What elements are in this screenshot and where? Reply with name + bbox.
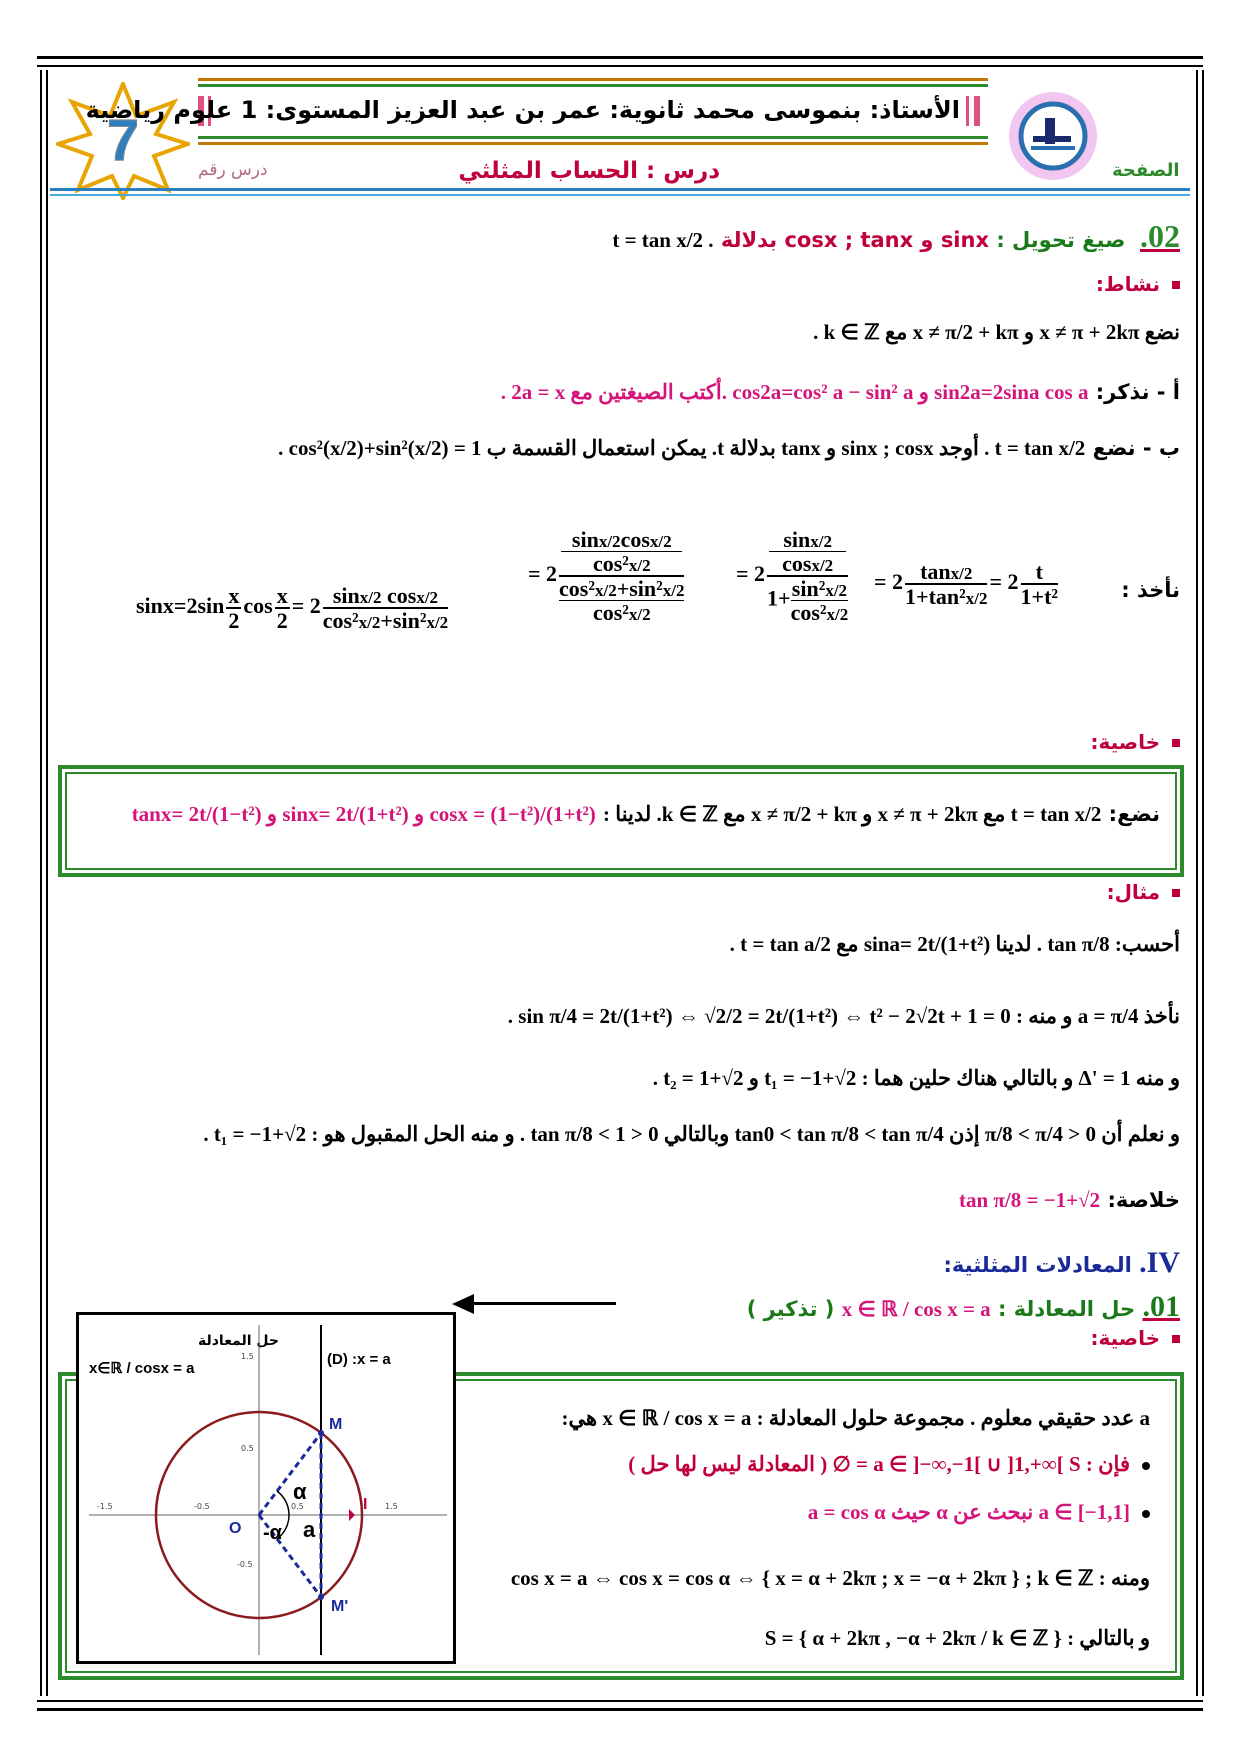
label-m2: M' [331,1598,349,1615]
circle-diagram [79,1315,453,1661]
point-m [318,1430,324,1436]
lesson-label: درس رقم [198,160,268,180]
s4-sub-heading [747,1290,1180,1324]
bullet-icon [1142,1462,1150,1470]
s02-take-label: نأخذ : [1121,578,1180,602]
tick-x-4: 1.5 [385,1502,398,1511]
figure-line-label: (D) :x = a [327,1351,391,1368]
conclusion-value: tan π/8 = −1+√2 [958,1188,1101,1212]
bullet-icon [1172,889,1180,897]
label-o: O [229,1520,242,1537]
arrow-left-icon [452,1294,474,1314]
s4-sub-number: 01. [1142,1290,1180,1323]
segment-om [259,1433,321,1515]
figure-caption-2: x∈ℝ / cosx = a [89,1360,195,1377]
label-m: M [329,1416,343,1433]
s02-property-label: خاصية: [1090,730,1160,754]
frame-bottom [37,1700,1203,1711]
s02-line2-b: sin2a=2sina cos a و cos2a=cos² a − sin² a .أكتب الصيغتين مع 2a = x . [500,380,1089,404]
s02-title-c: t = tan x/2 . [612,228,714,252]
s4-number: IV. [1139,1246,1180,1279]
figure-caption-1: حل المعادلة [198,1333,279,1349]
s4-property [1090,1326,1180,1350]
bullet-icon [1172,739,1180,747]
arrow-line [466,1302,616,1305]
frame-right [1196,70,1204,1696]
s4-l2-text: فإن : a ∈ ]−∞,−1[ ∪ ]1,+∞[ S = ∅ ( المعادلة ليس لها حل ) [628,1452,1130,1476]
s02-ex4: و نعلم أن 0 < π/8 < π/4 إذن tan0 < tan π/8 < tan π/4 وبالتالي 0 < tan π/8 < 1 . و منه الحل المقبول هو : t₁ = −1+√2 . [203,1122,1180,1146]
unit-circle-figure [76,1312,456,1664]
s02-heading [612,218,1180,255]
school-logo-icon [1005,88,1101,184]
s02-line3-b: t = tan x/2 . أوجد sinx ; cosx و tanx بدلالة t. يمكن استعمال القسمة ب 1 = cos²(x/2)+sin²(x/2) . [278,436,1086,460]
frame-left [40,70,48,1696]
s4-sub-note: ( تذكير ) [746,1297,835,1321]
prop-c: cosx = (1−t²)/(1+t²) و sinx= 2t/(1+t²) و tanx= 2t/(1−t²) [131,802,596,826]
tick-y-3: -0.5 [237,1560,253,1569]
label-alpha: α [293,1479,307,1504]
prop-b: t = tan x/2 مع x ≠ π + 2kπ و x ≠ π/2 + kπ مع k ∈ ℤ. لدينا : [603,802,1102,826]
s4-title: المعادلات المثلثية: [943,1253,1132,1277]
bullet-icon [1172,281,1180,289]
prop-a: نضع: [1108,802,1160,826]
s02-line2 [501,380,1180,405]
tick-x-1: -1.5 [97,1502,113,1511]
property-content [80,802,1160,827]
s4-l3 [470,1500,1150,1525]
header-title: الأستاذ: بنموسى محمد ثانوية: عمر بن عبد العزيز المستوى: 1 علوم رياضية [85,96,960,124]
s02-title-a: صيغ تحويل : [996,228,1126,252]
s02-conclusion [959,1188,1180,1213]
s02-number: 02. [1140,218,1180,254]
s4-l2 [470,1452,1150,1477]
lesson-title: درس : الحساب المثلثي [458,158,720,184]
derivation-formula: sinx=2sin $\frac{x}{2}$ cos $\frac{x}{2}$ = 2 $\frac{\sin x/2 \cos x/2}{\text{cos²x/2+sin²x/2}}$ = 2 sinx/2cosx/2 cos²x/2 cos²x/2+sin²x/2 cos²x/2 = 2 sinx/2 cosx/2 1+ $\frac{\text{sin²x/2}}{\text{cos²x/2}}$ = 2 $\frac{\tan x/2}{\text{1+tan²x/2}}$ = 2 $\frac{t}{\text{1+t²}}$ [136,527,1058,634]
s4-property-label: خاصية: [1090,1326,1160,1350]
bullet-icon [1142,1510,1150,1518]
s02-example [1107,880,1180,904]
s02-line2-a: أ - نذكر: [1095,380,1180,404]
s4-sub-title: حل المعادلة : [997,1297,1136,1321]
tick-y-2: 0.5 [241,1444,254,1453]
s4-l1: a عدد حقيقي معلوم . مجموعة حلول المعادلة : x ∈ ℝ / cos x = a هي: [561,1406,1150,1430]
tick-x-3: 0.5 [291,1502,304,1511]
tick-x-2: -0.5 [194,1502,210,1511]
s02-line1: نضع x ≠ π + 2kπ و x ≠ π/2 + kπ مع k ∈ ℤ . [813,320,1180,344]
s4-sub-eq: x ∈ ℝ / cos x = a [841,1297,991,1321]
point-m2 [318,1594,324,1600]
label-a: a [303,1517,316,1542]
page-label: الصفحة [1112,160,1180,181]
s4-l4: ومنه : cos x = a ⇔ cos x = cos α ⇔ { x = α + 2kπ ; x = −α + 2kπ } ; k ∈ ℤ [510,1566,1150,1590]
s02-line3-a: ب - نضع [1092,436,1180,460]
s02-example-label: مثال: [1106,880,1160,904]
bullet-icon [1172,1335,1180,1343]
badge-number: 7 [106,108,140,173]
s4-l5: و بالتالي : S = { α + 2kπ , −α + 2kπ / k ∈ ℤ } [764,1626,1150,1650]
s02-ex1: أحسب: tan π/8 . لدينا sina= 2t/(1+t²) مع t = tan a/2 . [729,932,1180,956]
s02-ex3: و منه Δ' = 1 و بالتالي هناك حلين هما : t₁ = −1+√2 و t₂ = 1+√2 . [652,1066,1180,1090]
s02-activity [1096,272,1180,296]
tick-y-1: 1.5 [241,1352,254,1361]
conclusion-label: خلاصة: [1107,1188,1180,1212]
s02-property [1090,730,1180,754]
angle-alpha-arc [277,1491,289,1515]
s02-ex2: نأخذ a = π/4 و منه : sin π/4 = 2t/(1+t²) ⇔ √2/2 = 2t/(1+t²) ⇔ t² − 2√2t + 1 = 0 . [507,1004,1180,1028]
point-i-arrow-icon [349,1509,355,1521]
frame-top [37,56,1203,67]
s4-l3-text: a ∈ [−1,1] نبحث عن α حيث a = cos α [807,1500,1130,1524]
label-neg-alpha: -α [263,1522,282,1544]
s02-line3 [278,436,1180,461]
s02-title-b: sinx و cosx ; tanx بدلالة [720,228,990,252]
label-i: I [363,1496,368,1513]
s02-activity-label: نشاط: [1095,272,1160,296]
s4-heading [944,1246,1180,1280]
